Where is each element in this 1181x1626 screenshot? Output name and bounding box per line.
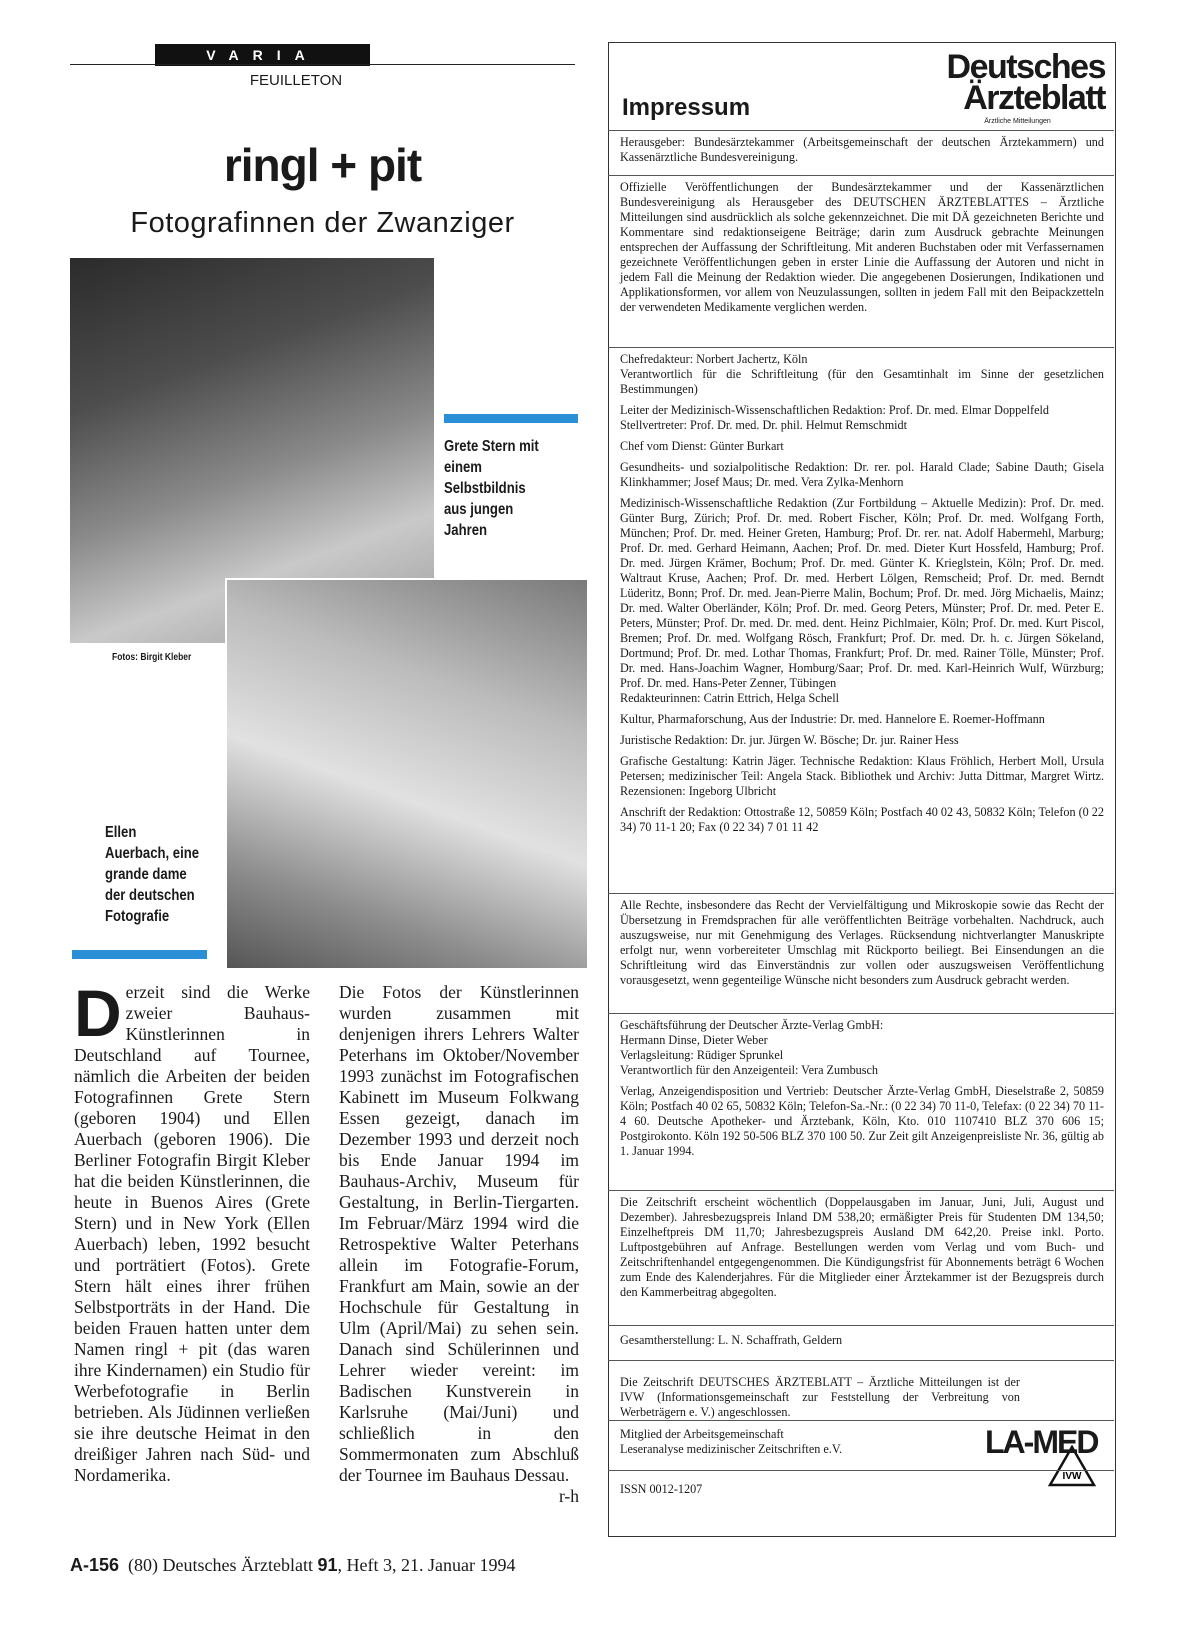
editor-line: Grafische Gestaltung: Katrin Jäger. Technische Redaktion: Klaus Fröhlich, Herbert Moll, Ursula Petersen; medizinischer Teil: Angela Stack. Bibliothek und Archiv: Jutta Dittmar, Margret Wirtz. Rezensionen: Ingeborg Ulbricht — [620, 754, 1104, 798]
section-divider — [608, 1013, 1114, 1014]
column-text: erzeit sind die Werke zweier Bauhaus-Künstlerinnen in Deutschland auf Tournee, nämlich die Arbeiten der beiden Fotografinnen Grete Stern (geboren 1904) und Ellen Auerbach (geboren 1906). Die Berliner Fotografin Birgit Kleber hat die beiden Künstlerinnen, die heute in Buenos Aires (Grete Stern) und in New York (Ellen Auerbach) leben, 1992 besucht und porträtiert (Fotos). Grete Stern hält eines ihrer frühen Selbstporträts in der Hand. Die beiden Frauen hatten unter dem Namen ringl + pit (das waren ihre Kindernamen) ein Studio für Werbefotografie in Berlin betrieben. Als Jüdinnen verließen sie ihre deutsche Heimat in den dreißiger Jahren nach Süd- und Nordamerika. — [74, 982, 310, 1485]
impressum-ivw: Die Zeitschrift DEUTSCHES ÄRZTEBLATT – Ärztliche Mitteilungen ist der IVW (Informationsgemeinschaft zur Feststellung der Verbreitung von Werbeträgern e. V.) angeschlossen. — [620, 1375, 1020, 1419]
editor-line: Chef vom Dienst: Günter Burkart — [620, 439, 784, 453]
drop-cap: D — [74, 976, 122, 1050]
photo-caption: Ellen Auerbach, eine grande dame der deutschen Fotografie — [105, 824, 200, 925]
impressum-title: Impressum — [622, 94, 751, 121]
photo-credit: Fotos: Birgit Kleber — [112, 652, 192, 663]
page-number: A-156 — [70, 1555, 120, 1575]
impressum-editors — [620, 352, 1104, 841]
article-column-1 — [74, 976, 310, 1486]
publisher-line: Geschäftsführung der Deutscher Ärzte-Verlag GmbH: — [620, 1018, 884, 1032]
publisher-line: Verlagsleitung: Rüdiger Sprunkel — [620, 1048, 784, 1062]
publisher-line: Verlag, Anzeigendisposition und Vertrieb: Deutscher Ärzte-Verlag GmbH, Dieselstraße 2, 50859 Köln; Postfach 40 02 65, 50832 Köln; Telefon-Sa.-Nr.: (0 22 34) 70 11-0, Telefax: (0 22 34) 70 11-4 60. Deutsche Apotheker- und Ärztebank, Köln, Kto. 010 1107410 BLZ 370 606 15; Postgirokonto. Köln 192 50-506 BLZ 370 100 50. Zur Zeit gilt Anzeigenpreisliste Nr. 36, gültig ab 1. Januar 1994. — [620, 1084, 1104, 1158]
journal-logo — [930, 48, 1105, 117]
editor-line: Leiter der Medizinisch-Wissenschaftlichen Redaktion: Prof. Dr. med. Elmar Doppelfeld — [620, 403, 1049, 417]
section-divider — [608, 1470, 1114, 1471]
header-rule — [70, 64, 575, 65]
impressum-notice: Offizielle Veröffentlichungen der Bundesärztekammer und der Kassenärztlichen Bundesvereinigung als Herausgeber des DEUTSCHEN ÄRZTEBLATTES – Ärztliche Mitteilungen sind ausdrücklich als solche gekennzeichnet. Die mit DÄ gezeichneten Berichte und Kommentare sind redaktionseigene Beiträge; darin zum Ausdruck gebrachte Meinungen entsprechen der Auffassung der Schriftleitung. Mit anderen Buchstaben oder mit Verfassernamen gezeichnete Veröffentlichungen geben in erster Linie die Auffassung der Autoren und nicht in jedem Fall die Meinung der Redaktion wieder. Die angegebenen Dosierungen, Indikationen und Applikationsformen, vor allem von Neuzulassungen, sollten in jedem Fall mit den Beipackzetteln der verwendeten Medikamente verglichen werden. — [620, 180, 1104, 314]
section-divider — [608, 1190, 1114, 1191]
lamed-line: Leseranalyse medizinischer Zeitschriften e.V. — [620, 1442, 843, 1456]
section-divider — [608, 347, 1114, 348]
editor-line: Chefredakteur: Norbert Jachertz, Köln — [620, 352, 808, 366]
page-footer — [70, 1555, 515, 1576]
section-label: VARIA — [155, 44, 370, 66]
subsection-label: FEUILLETON — [249, 72, 343, 89]
impressum-rights: Alle Rechte, insbesondere das Recht der Vervielfältigung und Mikroskopie sowie das Recht der Übersetzung in Fremdsprachen für alle veröffentlichten Beiträge vorbehalten. Nachdruck, auch auszugsweise, nur mit Genehmigung des Verlages. Rücksendung nichtverlangter Manuskripte erfolgt nur, wenn vorbereiteter Umschlag mit Rückporto beiliegt. Bei Einsendungen an die Schriftleitung wird das Einverständnis zur vollen oder auszugsweisen Veröffentlichung vorausgesetzt, wenn gegenteilige Wünsche nicht besonders zum Ausdruck gebracht werden. — [620, 898, 1104, 987]
impressum-lamed — [620, 1427, 950, 1457]
article-column-2 — [339, 982, 579, 1507]
logo-line: Ärzteblatt — [963, 79, 1105, 117]
section-divider — [608, 130, 1114, 131]
footer-text: (80) Deutsches Ärzteblatt — [128, 1555, 313, 1575]
impressum-printing: Gesamtherstellung: L. N. Schaffrath, Geldern — [620, 1333, 843, 1347]
impressum-issn: ISSN 0012-1207 — [620, 1482, 703, 1496]
article-title: ringl + pit — [223, 139, 422, 191]
section-divider — [608, 1420, 1114, 1421]
photo-caption: Grete Stern mit einem Selbstbildnis aus jungen Jahren — [444, 438, 539, 539]
section-divider — [608, 1360, 1114, 1361]
impressum-subscription: Die Zeitschrift erscheint wöchentlich (Doppelausgaben im Januar, Juni, Juli, August und Dezember). Jahresbezugspreis Inland DM 538,20; ermäßigter Preis für Studenten DM 134,50; Einzelheftpreis DM 11,70; Jahresbezugspreis Ausland DM 642,20. Preise inkl. Porto. Luftpostgebühren auf Anfrage. Bestellungen werden vom Verlag und vom Buch- und Zeitschriftenhandel entgegengenommen. Die Kündigungsfrist für Abonnements beträgt 6 Wochen zum Ende des Kalenderjahres. Für die Mitglieder einer Ärztekammer ist der Bezugspreis durch den Kammerbeitrag abgegolten. — [620, 1195, 1104, 1299]
article-subtitle: Fotografinnen der Zwanziger — [130, 207, 515, 239]
section-divider — [608, 1325, 1114, 1326]
publisher-line: Verantwortlich für den Anzeigenteil: Vera Zumbusch — [620, 1063, 878, 1077]
impressum-publisher — [620, 1018, 1104, 1165]
footer-volume: 91 — [317, 1555, 338, 1575]
column-text: Die Fotos der Künstlerinnen wurden zusammen mit denjenigen ihrers Lehrers Walter Peterhans im Oktober/November 1993 zunächst im Fotografischen Kabinett im Museum Folkwang Essen gezeigt, danach im Dezember 1993 und derzeit noch bis Ende Januar 1994 im Bauhaus-Archiv, Museum für Gestaltung, in Berlin-Tiergarten. Im Februar/März 1994 wird die Retrospektive Walter Peterhans allein im Fotografie-Forum, Frankfurt am Main, sowie an der Hochschule für Gestaltung in Ulm (April/Mai) zu sehen sein. Danach sind Schülerinnen und Lehrer wieder vereint: im Badischen Kunstverein in Karlsruhe (Mai/Juni) und schließlich in den Sommermonaten zum Abschluß der Tournee im Bauhaus Dessau. — [339, 982, 579, 1485]
editor-line: Verantwortlich für die Schriftleitung (für den Gesamtinhalt im Sinne der gesetzlichen Bestimmungen) — [620, 367, 1104, 396]
impressum-herausgeber: Herausgeber: Bundesärztekammer (Arbeitsgemeinschaft der deutschen Ärztekammern) und Kassenärztliche Bundesvereinigung. — [620, 135, 1104, 164]
author-signature: r-h — [558, 1486, 579, 1506]
la-med-logo: LA-MED — [985, 1424, 1098, 1460]
caption-accent-bar — [444, 414, 578, 423]
editor-line: Medizinisch-Wissenschaftliche Redaktion (Zur Fortbildung – Aktuelle Medizin): Prof. Dr. med. Günter Burg, Zürich; Prof. Dr. med. Robert Fischer, Köln; Prof. Dr. med. Wolfgang Forth, München; Prof. Dr. med. Heiner Greten, Hamburg; Prof. Dr. rer. nat. Adolf Habermehl, Marburg; Prof. Dr. med. Gerhard Heimann, Aachen; Prof. Dr. med. Dieter Kurt Hossfeld, Hamburg; Prof. Dr. med. Jürgen Krämer, Bochum; Prof. Dr. med. Günter K. Krieglstein, Köln; Prof. Dr. med. Waltraut Kruse, Aachen; Prof. Dr. med. Herbert Lölgen, Remscheid; Prof. Dr. med. Berndt Lüderitz, Bonn; Prof. Dr. med. Jean-Pierre Malin, Bochum; Prof. Dr. med. Jörg Michaelis, Mainz; Dr. med. Walter Oberländer, Köln; Prof. Dr. med. Georg Peters, Münster; Prof. Dr. med. Peter E. Peters, Münster; Prof. Dr. med. Dr. med. dent. Heinz Pichlmaier, Köln; Prof. Dr. med. Kurt Piscol, Bremen; Prof. Dr. med. Wolfgang Rösch, Frankfurt; Prof. Dr. med. Dr. h. c. Jürgen Sökeland, Dortmund; Prof. Dr. med. Lothar Thomas, Frankfurt; Prof. Dr. med. Rainer Tölle, Münster; Prof. Dr. med. Hans-Joachim Wagner, Homburg/Saar; Prof. Dr. med. Karl-Heinrich Wulf, Würzburg; Prof. Dr. med. Hans-Peter Zenner, Tübingen — [620, 496, 1104, 690]
section-divider — [608, 893, 1114, 894]
footer-text: , Heft 3, 21. Januar 1994 — [337, 1555, 516, 1575]
publisher-line: Hermann Dinse, Dieter Weber — [620, 1033, 768, 1047]
section-divider — [608, 175, 1114, 176]
editor-line: Gesundheits- und sozialpolitische Redaktion: Dr. rer. pol. Harald Clade; Sabine Dauth; Gisela Klinkhammer; Josef Maus; Dr. med. Vera Zylka-Menhorn — [620, 460, 1104, 489]
logo-subline: Ärztliche Mitteilungen — [984, 118, 1051, 125]
caption-accent-bar — [72, 950, 207, 959]
editor-line: Stellvertreter: Prof. Dr. med. Dr. phil. Helmut Remschmidt — [620, 418, 908, 432]
editor-line: Redakteurinnen: Catrin Ettrich, Helga Schell — [620, 691, 839, 705]
editor-line: Kultur, Pharmaforschung, Aus der Industrie: Dr. med. Hannelore E. Roemer-Hoffmann — [620, 712, 1045, 726]
lamed-line: Mitglied der Arbeitsgemeinschaft — [620, 1427, 784, 1441]
editor-line: Juristische Redaktion: Dr. jur. Jürgen W. Bösche; Dr. jur. Rainer Hess — [620, 733, 959, 747]
logo-line: Deutsches — [946, 48, 1105, 86]
ivw-logo-text: IVW — [1062, 1471, 1082, 1482]
editor-line: Anschrift der Redaktion: Ottostraße 12, 50859 Köln; Postfach 40 02 43, 50832 Köln; Telefon (0 22 34) 70 11-1 20; Fax (0 22 34) 7 01 11 42 — [620, 805, 1104, 834]
photo-ellen-auerbach — [225, 578, 589, 970]
